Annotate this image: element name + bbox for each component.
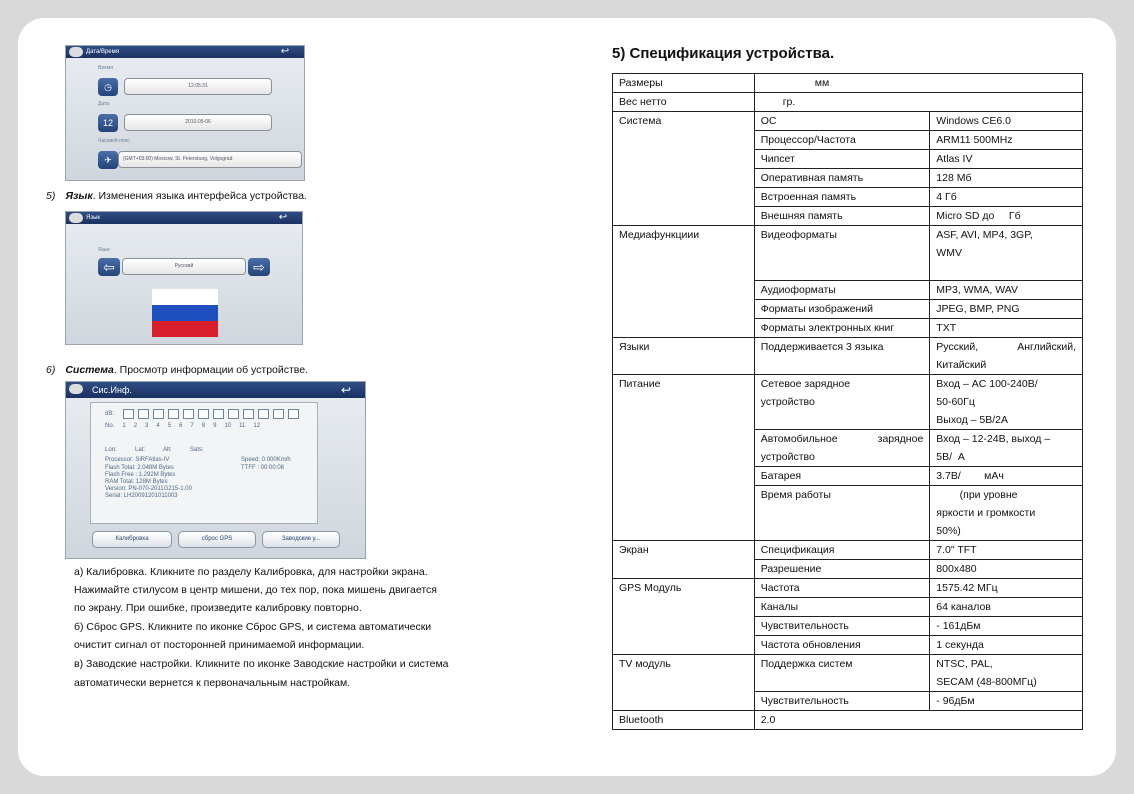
desc-line: Нажимайте стилусом в центр мишени, до тех пор, пока мишень двигается	[74, 584, 437, 596]
reset-gps-button[interactable]: сброс GPS	[178, 531, 256, 548]
cell: Чипсет	[754, 150, 930, 169]
channel-num: 10	[224, 423, 232, 429]
spec-title: 5) Спецификация устройства.	[612, 45, 835, 62]
table-row	[613, 112, 1083, 131]
timezone-label: Часовой пояс	[98, 138, 130, 144]
cell: Поддержка систем	[754, 655, 930, 692]
cell: Система	[613, 112, 755, 226]
signal-bar	[288, 409, 299, 419]
flag-stripe-white	[152, 289, 218, 305]
desc-line: а) Калибровка. Кликните по разделу Калибровка, для настройки экрана.	[74, 566, 428, 578]
language-title: Язык	[86, 215, 101, 221]
cell: TV модуль	[613, 655, 755, 711]
flash-total-line: Flash Total: 2.048M Bytes	[105, 465, 174, 471]
info-small-icon	[69, 384, 83, 394]
channel-num: 12	[253, 423, 261, 429]
cell-line: (при уровне	[936, 489, 1018, 501]
cell: мм	[754, 74, 1082, 93]
cell: Видеоформаты	[754, 226, 930, 281]
table-row	[613, 541, 1083, 560]
signal-bar	[153, 409, 164, 419]
signal-bar	[123, 409, 134, 419]
cell-line: SECAM (48-800МГц)	[936, 676, 1037, 688]
cell-line: Китайский	[936, 359, 987, 371]
cell: JPEG, BMP, PNG	[930, 300, 1083, 319]
datetime-screenshot	[65, 45, 305, 181]
cell-line: 50-60Гц	[936, 396, 975, 408]
cell: TXT	[930, 319, 1083, 338]
signal-bar	[198, 409, 209, 419]
language-small-icon	[69, 213, 83, 223]
cell: Разрешение	[754, 560, 930, 579]
cell: ОС	[754, 112, 930, 131]
cell: Размеры	[613, 74, 755, 93]
signal-bar	[273, 409, 284, 419]
cell: Чувствительность	[754, 692, 930, 711]
no-label: No.	[105, 423, 115, 429]
channel-numbers	[105, 423, 260, 429]
signal-bar	[243, 409, 254, 419]
channel-num: 4	[156, 423, 160, 429]
cell: Форматы электронных книг	[754, 319, 930, 338]
cell: ARM11 500MHz	[930, 131, 1083, 150]
time-label: Время	[98, 65, 114, 71]
cell-line: Выход – 5В/2А	[936, 414, 1008, 426]
table-row	[613, 338, 1083, 375]
caption-num: 6)	[46, 364, 56, 376]
caption-text: . Просмотр информации об устройстве.	[113, 364, 309, 376]
signal-bar	[168, 409, 179, 419]
back-arrow-icon[interactable]: ↩	[280, 46, 290, 57]
date-label: Дата	[98, 101, 110, 107]
cell	[930, 486, 1083, 541]
table-row	[613, 711, 1083, 730]
cell: Встроенная память	[754, 188, 930, 207]
cell: - 161дБм	[930, 617, 1083, 636]
channel-num: 6	[179, 423, 183, 429]
cell: 64 каналов	[930, 598, 1083, 617]
channel-num: 9	[213, 423, 217, 429]
desc-line: по экрану. При ошибке, произведите калибровку повторно.	[74, 602, 362, 614]
channel-num: 3	[145, 423, 149, 429]
sysinfo-titlebar	[66, 382, 365, 398]
cell: 7.0" TFT	[930, 541, 1083, 560]
language-titlebar	[66, 212, 302, 224]
cell-line: NTSC, PAL,	[936, 658, 993, 670]
clock-small-icon	[69, 47, 83, 57]
channel-num: 7	[190, 423, 194, 429]
channel-num: 2	[133, 423, 138, 429]
globe-icon[interactable]: ✈	[98, 151, 118, 169]
timezone-field[interactable]: (GMT+03:00) Moscow, St. Petersburg, Volgograd	[118, 151, 302, 168]
cell	[930, 655, 1083, 692]
position-line: Lon: Lat: Alt: Sats:	[105, 447, 204, 453]
date-field[interactable]: 2010-05-06	[124, 114, 272, 131]
cell: Micro SD до Гб	[930, 207, 1083, 226]
cell: Оперативная память	[754, 169, 930, 188]
desc-line: автоматически вернется к первоначальным настройкам.	[74, 677, 351, 689]
cell: Время работы	[754, 486, 930, 541]
cell: Bluetooth	[613, 711, 755, 730]
cell: Windows CE6.0	[930, 112, 1083, 131]
datetime-titlebar	[66, 46, 304, 58]
caption-system	[46, 364, 308, 376]
channel-num: 5	[167, 423, 172, 429]
cell: Аудиоформаты	[754, 281, 930, 300]
cell: Поддерживается 3 языка	[754, 338, 930, 375]
calendar-icon[interactable]: 12	[98, 114, 118, 132]
cell: 3.7В/ мАч	[930, 467, 1083, 486]
cell: Вес нетто	[613, 93, 755, 112]
clock-icon[interactable]: ◷	[98, 78, 118, 96]
cell-line: Сетевое зарядное	[760, 378, 851, 390]
version-line: Version: PN-070-2011G215-1.00	[105, 486, 192, 492]
cell	[930, 226, 1083, 281]
sysinfo-panel	[90, 402, 318, 524]
spec-table	[612, 73, 1083, 730]
flag-stripe-red	[152, 321, 218, 337]
flash-free-line: Flash Free : 1.292M Bytes	[105, 472, 176, 478]
cell-line: яркости и громкости	[936, 507, 1036, 519]
cell: Батарея	[754, 467, 930, 486]
serial-line: Serial: LH20091201011003	[105, 493, 178, 499]
processor-line: Processor: SiRFAtlas-IV	[105, 457, 170, 463]
cell-line: Вход – AC 100-240В/	[936, 378, 1038, 390]
cell: Медиафункциии	[613, 226, 755, 338]
cell: Экран	[613, 541, 755, 579]
cell-line: Русский, Английский,	[936, 341, 1076, 353]
desc-line: в) Заводские настройки. Кликните по иконке Заводские настройки и система	[74, 658, 449, 670]
ram-total-line: RAM Total: 128M Bytes	[105, 479, 168, 485]
cell: Частота обновления	[754, 636, 930, 655]
language-field[interactable]: Русский	[122, 258, 246, 275]
table-row	[613, 93, 1083, 112]
cell: Чувствительность	[754, 617, 930, 636]
cell-line: WMV	[936, 247, 962, 259]
signal-bars	[123, 409, 299, 419]
cell: - 96дБм	[930, 692, 1083, 711]
cell: 2.0	[754, 711, 1082, 730]
cell: 800x480	[930, 560, 1083, 579]
caption-language	[46, 190, 307, 202]
cell: Atlas IV	[930, 150, 1083, 169]
channel-num: 1	[122, 423, 126, 429]
signal-bar	[213, 409, 224, 419]
table-row	[613, 74, 1083, 93]
cell: Каналы	[754, 598, 930, 617]
cell: 1575.42 МГц	[930, 579, 1083, 598]
cell-line: ASF, AVI, MP4, 3GP,	[936, 229, 1033, 241]
cell-line: Автомобильное зарядное	[760, 433, 924, 445]
cell-line: 5В/ А	[936, 451, 965, 463]
cell: Языки	[613, 338, 755, 375]
table-row	[613, 579, 1083, 598]
signal-bar	[183, 409, 194, 419]
caption-bold: Система	[65, 364, 114, 376]
cell: Питание	[613, 375, 755, 541]
desc-line: очистит сигнал от посторонней принимаемой информации.	[74, 639, 365, 651]
cell-line: 50%)	[936, 525, 961, 537]
cell: гр.	[754, 93, 1082, 112]
flag-stripe-blue	[152, 305, 218, 321]
cell: 1 секунда	[930, 636, 1083, 655]
back-arrow-icon[interactable]: ↩	[340, 383, 352, 397]
sysinfo-screenshot	[65, 381, 366, 559]
caption-num: 5)	[46, 190, 56, 202]
signal-bar	[228, 409, 239, 419]
ttff-line: TTFF : 00:00:08	[241, 465, 285, 471]
calibration-button[interactable]: Калибровка	[92, 531, 172, 548]
cell	[754, 430, 930, 467]
table-row	[613, 655, 1083, 692]
caption-text: . Изменения языка интерфейса устройства.	[92, 190, 307, 202]
russia-flag	[152, 289, 218, 337]
cell-line: устройство	[760, 451, 815, 463]
sysinfo-title: Сис.Инф.	[92, 385, 132, 395]
cell: GPS Модуль	[613, 579, 755, 655]
language-screenshot	[65, 211, 303, 345]
cell: 4 Гб	[930, 188, 1083, 207]
cell-line: Вход – 12-24В, выход –	[936, 433, 1051, 445]
time-field[interactable]: 12:05:31	[124, 78, 272, 95]
cell: Процессор/Частота	[754, 131, 930, 150]
prev-language-icon[interactable]: ⇦	[98, 258, 120, 276]
cell: 128 Мб	[930, 169, 1083, 188]
speed-line: Speed: 0.000Km/h	[241, 457, 291, 463]
caption-bold: Язык	[65, 190, 93, 202]
cell: Форматы изображений	[754, 300, 930, 319]
cell: MP3, WMA, WAV	[930, 281, 1083, 300]
cell-line: устройство	[760, 396, 815, 408]
cell: Спецификация	[754, 541, 930, 560]
channel-num: 8	[201, 423, 206, 429]
desc-line: б) Сброс GPS. Кликните по иконке Сброс GPS, и система автоматически	[74, 621, 432, 633]
channel-num: 11	[239, 423, 246, 429]
cell	[754, 375, 930, 430]
datetime-title: Дата/Время	[86, 49, 120, 55]
table-row	[613, 226, 1083, 281]
cell	[930, 375, 1083, 430]
cell: Внешняя память	[754, 207, 930, 226]
db-label: dB:	[105, 411, 115, 417]
back-arrow-icon[interactable]: ↩	[278, 212, 288, 223]
next-language-icon[interactable]: ⇨	[248, 258, 270, 276]
language-label: Язык	[98, 247, 110, 253]
cell: Частота	[754, 579, 930, 598]
table-row	[613, 375, 1083, 430]
cell	[930, 338, 1083, 375]
signal-bar	[138, 409, 149, 419]
signal-bar	[258, 409, 269, 419]
cell	[930, 430, 1083, 467]
factory-settings-button[interactable]: Заводские у...	[262, 531, 340, 548]
